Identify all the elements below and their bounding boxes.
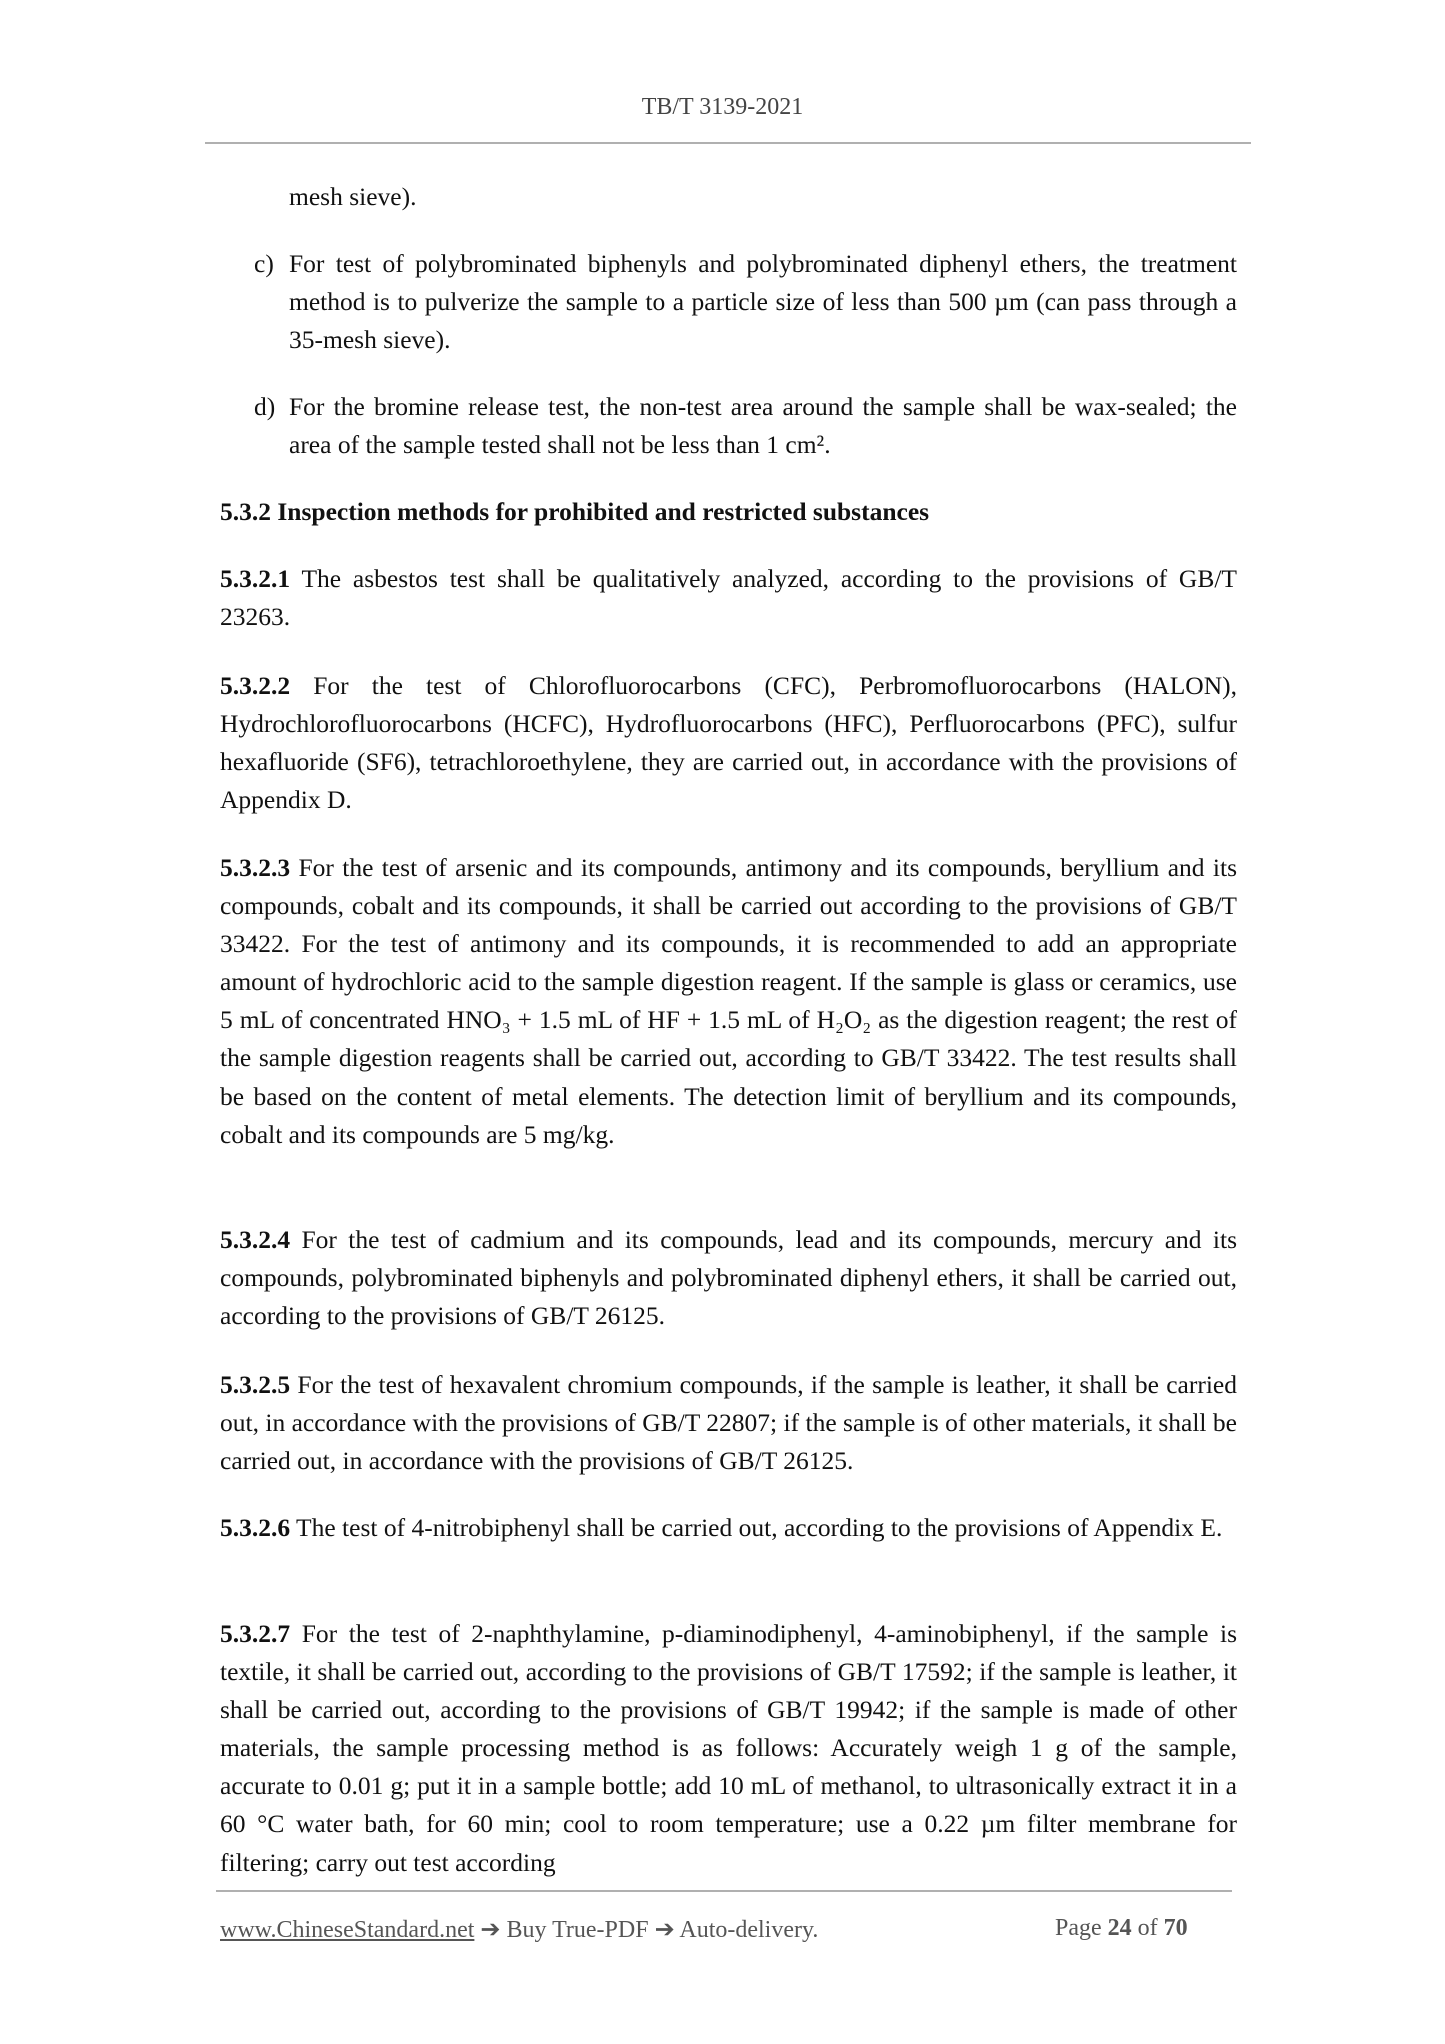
list-text: For test of polybrominated biphenyls and polybrominated diphenyl ethers, the treatment method is to pulverize the sample to a particle size of less than 500 µm (can pass through a 35-mesh sieve). bbox=[289, 249, 1237, 355]
clause-text: For the test of cadmium and its compounds, lead and its compounds, mercury and its compounds, polybrominated biphenyls and polybrominated diphenyl ethers, it shall be carried out, according to the provisions of GB/T 26125. bbox=[220, 1225, 1237, 1331]
list-text: For the bromine release test, the non-test area around the sample shall be wax-sealed; the area of the sample tested shall not be less than 1 cm². bbox=[289, 392, 1237, 460]
clause-text: For the test of arsenic and its compounds, antimony and its compounds, beryllium and its compounds, cobalt and its compounds, it shall be carried out according to the provisions of GB/T 33422. For the test of antimony and its compounds, it is recommended to add an appropriate amount of hydrochloric acid to the sample digestion reagent. If the sample is glass or ceramics, use 5 mL of concentrated HNO₃ + 1.5 mL of HF + 1.5 mL of H₂O₂ as the digestion reagent; the rest of the sample digestion reagents shall be carried out, according to GB/T 33422. The test results shall be based on the content of metal elements. The detection limit of beryllium and its compounds, cobalt and its compounds are 5 mg/kg. bbox=[220, 853, 1237, 1149]
page-label: Page bbox=[1055, 1915, 1102, 1941]
footer-rule bbox=[216, 1890, 1232, 1892]
of-label: of bbox=[1137, 1915, 1158, 1941]
list-item-c bbox=[254, 245, 1237, 359]
clause-5-3-2-3 bbox=[220, 849, 1237, 1154]
arrow-icon: ➔ bbox=[654, 1917, 675, 1943]
clause-number: 5.3.2.3 bbox=[220, 853, 291, 882]
section-heading: 5.3.2 Inspection methods for prohibited and restricted substances bbox=[220, 497, 930, 526]
clause-text: The test of 4-nitrobiphenyl shall be carried out, according to the provisions of Appendix E. bbox=[290, 1513, 1223, 1542]
total-pages: 70 bbox=[1163, 1915, 1188, 1941]
clause-5-3-2-4 bbox=[220, 1221, 1237, 1335]
clause-text: For the test of 2-naphthylamine, p-diaminodiphenyl, 4-aminobiphenyl, if the sample is textile, it shall be carried out, according to the provisions of GB/T 17592; if the sample is leather, it shall be carried out, according to the provisions of GB/T 19942; if the sample is made of other materials, the sample processing method is as follows: Accurately weigh 1 g of the sample, accurate to 0.01 g; put it in a sample bottle; add 10 mL of methanol, to ultrasonically extract it in a 60 °C water bath, for 60 min; cool to room temperature; use a 0.22 µm filter membrane for filtering; carry out test according bbox=[220, 1619, 1237, 1877]
clause-5-3-2-5 bbox=[220, 1366, 1237, 1480]
buy-text: Buy True-PDF bbox=[506, 1917, 649, 1943]
continuation-text: mesh sieve). bbox=[289, 182, 417, 211]
list-item-d bbox=[254, 388, 1237, 464]
clause-number: 5.3.2.6 bbox=[220, 1513, 291, 1542]
clause-number: 5.3.2.5 bbox=[220, 1370, 291, 1399]
clause-text: For the test of hexavalent chromium compounds, if the sample is leather, it shall be carried out, in accordance with the provisions of GB/T 22807; if the sample is of other materials, it shall be carried out, in accordance with the provisions of GB/T 26125. bbox=[220, 1370, 1237, 1476]
page-number bbox=[1055, 1915, 1188, 1942]
clause-5-3-2-7 bbox=[220, 1615, 1237, 1882]
clause-number: 5.3.2.4 bbox=[220, 1225, 291, 1254]
current-page: 24 bbox=[1107, 1915, 1132, 1941]
clause-5-3-2-1 bbox=[220, 560, 1237, 636]
clause-5-3-2-2 bbox=[220, 667, 1237, 819]
clause-number: 5.3.2.1 bbox=[220, 564, 291, 593]
clause-text: The asbestos test shall be qualitatively analyzed, according to the provisions of GB/T 23263. bbox=[220, 564, 1237, 632]
delivery-text: Auto-delivery. bbox=[679, 1917, 819, 1943]
header-rule bbox=[205, 142, 1251, 144]
site-link[interactable]: www.ChineseStandard.net bbox=[220, 1917, 475, 1943]
clause-number: 5.3.2.7 bbox=[220, 1619, 291, 1648]
clause-text: For the test of Chlorofluorocarbons (CFC), Perbromofluorocarbons (HALON), Hydrochlorofluorocarbons (HCFC), Hydrofluorocarbons (HFC), Perfluorocarbons (PFC), sulfur hexafluoride (SF6), tetrachloroethylene, they are carried out, in accordance with the provisions of Appendix D. bbox=[220, 671, 1237, 815]
clause-number: 5.3.2.2 bbox=[220, 671, 291, 700]
list-marker: c) bbox=[254, 249, 274, 278]
clause-5-3-2-6 bbox=[220, 1509, 1237, 1547]
footer-promo bbox=[220, 1915, 818, 1944]
list-marker: d) bbox=[254, 392, 276, 421]
header-title: TB/T 3139-2021 bbox=[641, 94, 804, 120]
arrow-icon: ➔ bbox=[480, 1917, 501, 1943]
